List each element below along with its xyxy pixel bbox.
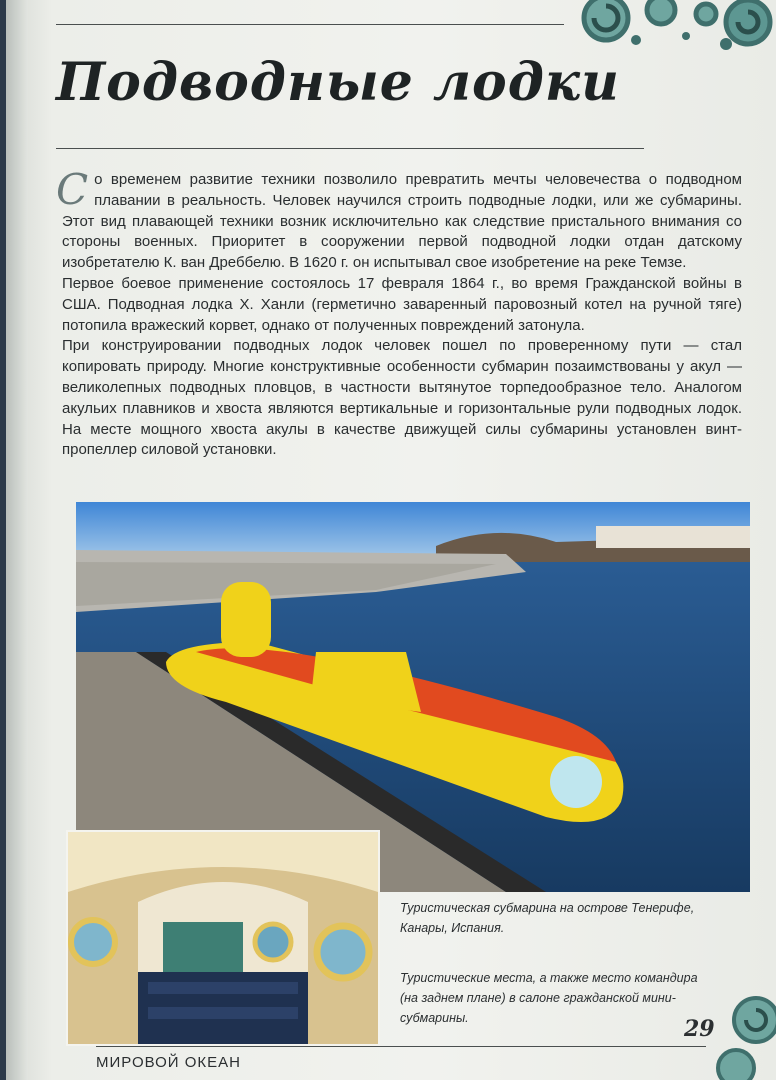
title-rule [56, 148, 644, 149]
page-spine [6, 0, 28, 1080]
caption-main: Туристическая субмарина на острове Тенерифе, Канары, Испания. [400, 901, 695, 935]
submarine-interior-photo [66, 830, 380, 1046]
page-title: Подводные лодки [56, 52, 620, 113]
footer-section-title: МИРОВОЙ ОКЕАН [96, 1054, 241, 1071]
page-number: 29 [684, 1016, 715, 1042]
top-rule [56, 24, 564, 25]
book-page [6, 0, 776, 1080]
paragraph-2: Первое боевое применение состоялось 17 февраля 1864 г., во время Гражданской войны в США. Подводная лодка Х. Ханли (герметично заваренный паровозный котел на ручной тяге) потопила вражеский корвет, однако от полученных повреждений затонула. [62, 274, 742, 334]
drop-cap: С [56, 165, 89, 214]
caption-inset: Туристические места, а также место командира (на заднем плане) в салоне гражданской мини-субмарины. [400, 971, 698, 1025]
article-body [56, 165, 742, 461]
bottom-rule [96, 1046, 706, 1047]
paragraph-1: Со временем развитие техники позволило превратить мечты человечества о подводном плавании в реальность. Человек научился строить подводные лодки, или же субмарины. Этот вид плавающей техники возник исключительно как следствие пристального внимания со стороны военных. Приоритет в сооружении первой подводной лодки отдан датскому изобретателю К. ван Дреббелю. В 1620 г. он испытывал свое изобретение на реке Темзе. [56, 165, 742, 272]
paragraph-3: При конструировании подводных лодок человек пошел по проверенному пути — стал копировать природу. Многие конструктивные особенности субмарин позаимствованы у акул — великолепных подводных пловцов, в частности вытянутое торпедообразное тело. Аналогом акульих плавников и хвоста являются вертикальные и горизонтальные рули подводных лодок. На месте мощного хвоста акулы в качестве движущей силы субмарины установлен винт-пропеллер силовой установки. [62, 337, 742, 459]
